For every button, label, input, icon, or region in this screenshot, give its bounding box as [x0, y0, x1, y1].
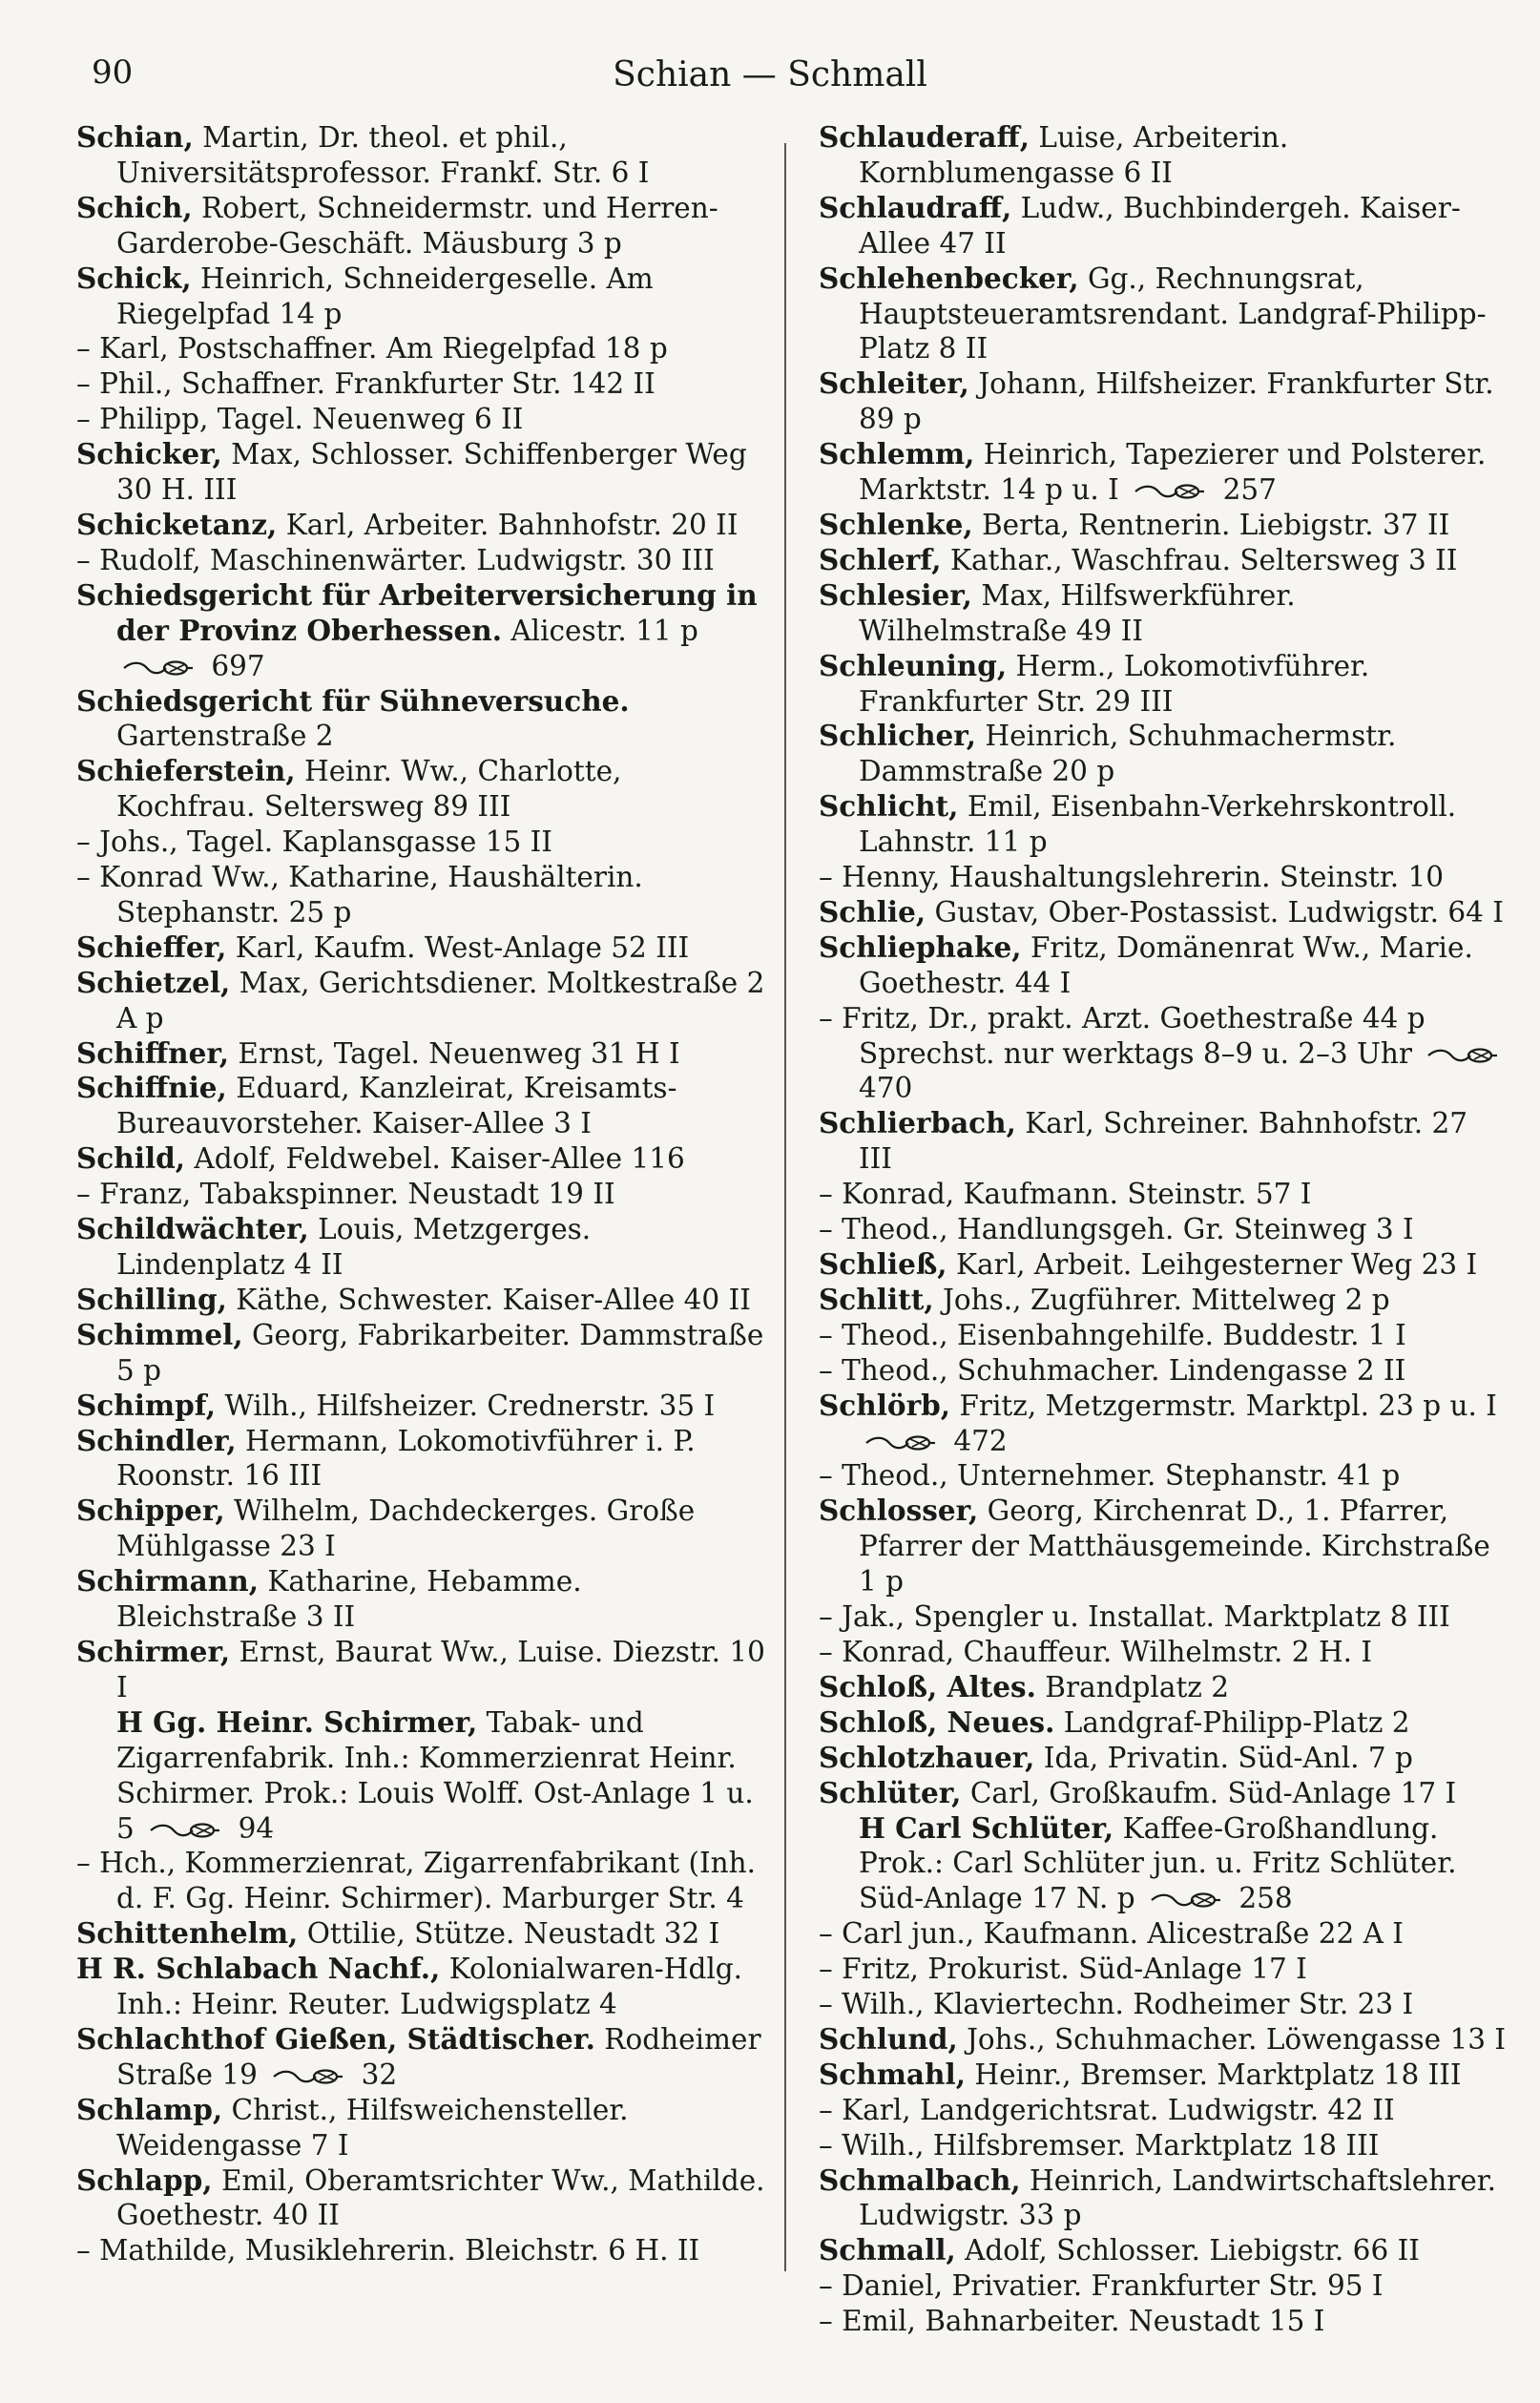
directory-entry: [819, 261, 1509, 367]
entry-name: Schlerf,: [819, 542, 942, 576]
directory-entry: [819, 719, 1509, 789]
entry-details: Kathar., Waschfrau. Seltersweg 3 II: [941, 543, 1458, 576]
entry-details: – Franz, Tabakspinner. Neustadt 19 II: [76, 1178, 615, 1211]
entry-details: Gg., Rechnungsrat, Hauptsteueramtsrendant. Landgraf-Philipp-Platz 8 II: [859, 261, 1487, 366]
entry-details: Heinrich, Schuhmachermstr. Dammstraße 20 p: [859, 720, 1397, 788]
entry-details: Karl, Arbeit. Leihgesterner Weg 23 I: [947, 1248, 1478, 1281]
directory-entry: [819, 366, 1509, 437]
entry-details: Karl, Arbeiter. Bahnhofstr. 20 II: [277, 508, 739, 541]
entry-details: Katharine, Hebamme. Bleichstraße 3 II: [116, 1565, 582, 1634]
entry-details: Adolf, Feldwebel. Kaiser-Allee 116: [185, 1142, 685, 1176]
entry-details: Johs., Zugführer. Mittelweg 2 p: [933, 1283, 1390, 1316]
entry-details: Max, Gerichtsdiener. Moltkestraße 2 A p: [116, 966, 765, 1034]
entry-name: H R. Schlabach Nachf.,: [76, 1952, 441, 1986]
entry-details: Karl, Kaufm. West-Anlage 52 III: [226, 930, 690, 964]
entry-name: Schilling,: [76, 1282, 227, 1316]
entry-details: – Henny, Haushaltungslehrerin. Steinstr. 10: [819, 861, 1445, 894]
entry-details: Tabak- und Zigarrenfabrik. Inh.: Kommerzienrat Heinr. Schirmer. Prok.: Louis Wolff. Ost-Anlage 1 u. 5: [116, 1705, 754, 1845]
entry-details: Ottilie, Stütze. Neustadt 32 I: [298, 1917, 720, 1951]
directory-entry: [76, 1494, 767, 1564]
entry-name: Schieferstein,: [76, 754, 296, 788]
phone-number: 697: [211, 649, 265, 682]
entry-name: Schlaudraff,: [819, 190, 1012, 224]
phone-number: 32: [361, 2058, 398, 2091]
entry-details: – Phil., Schaffner. Frankfurter Str. 142 II: [76, 367, 656, 401]
directory-entry: [819, 2163, 1509, 2234]
telephone-icon: [1426, 1048, 1499, 1063]
entry-details: – Rudolf, Maschinenwärter. Ludwigstr. 30 III: [76, 543, 715, 576]
entry-name: Schloß, Altes.: [819, 1669, 1036, 1703]
directory-entry: [76, 331, 767, 366]
entry-details: Heinrich, Schneidergeselle. Am Riegelpfad 14 p: [116, 261, 654, 330]
entry-details: Ida, Privatin. Süd-Anl. 7 p: [1034, 1741, 1413, 1774]
directory-entry: [819, 508, 1509, 543]
directory-entry: [819, 1494, 1509, 1599]
entry-details: Gustav, Ober-Postassist. Ludwigstr. 64 I: [926, 895, 1504, 929]
directory-entry: [76, 1424, 767, 1494]
entry-details: Johs., Schuhmacher. Löwengasse 13 I: [957, 2022, 1507, 2056]
entry-details: – Carl jun., Kaufmann. Alicestraße 22 A I: [819, 1917, 1404, 1951]
entry-details: – Konrad Ww., Katharine, Haushälterin. Stephanstr. 25 p: [76, 861, 643, 929]
directory-entry: [76, 120, 767, 191]
entry-name: Schlie,: [819, 894, 926, 929]
entry-name: Schlamp,: [76, 2092, 223, 2126]
directory-entry: [76, 1283, 767, 1318]
entry-name: Schlauderaff,: [819, 120, 1030, 154]
entry-name: Schiffner,: [76, 1035, 230, 1070]
entry-details: – Fritz, Prokurist. Süd-Anlage 17 I: [819, 1953, 1307, 1986]
directory-entry: [819, 1916, 1509, 1952]
directory-entry: [819, 2022, 1509, 2058]
entry-details: Luise, Arbeiterin. Kornblumengasse 6 II: [859, 121, 1289, 189]
entry-name: Schlund,: [819, 2021, 958, 2056]
directory-entry: [819, 1283, 1509, 1318]
directory-entry: [76, 1036, 767, 1072]
directory-entry: [819, 1705, 1509, 1741]
entry-name: Schirmann,: [76, 1564, 259, 1599]
directory-entry: [819, 2093, 1509, 2128]
left-column: [76, 120, 767, 2268]
phone-number: 94: [238, 1811, 275, 1845]
directory-entry: [76, 366, 767, 402]
telephone-icon: [272, 2069, 344, 2084]
directory-entry: [76, 543, 767, 578]
directory-entry: [819, 1389, 1509, 1459]
entry-details: Wilh., Hilfsheizer. Crednerstr. 35 I: [216, 1389, 716, 1422]
running-head: Schian — Schmall: [613, 55, 927, 94]
entry-details: – Emil, Bahnarbeiter. Neustadt 15 I: [819, 2305, 1325, 2338]
entry-details: Wilhelm, Dachdeckerges. Große Mühlgasse 23 I: [116, 1494, 696, 1563]
entry-details: Adolf, Schlosser. Liebigstr. 66 II: [955, 2234, 1420, 2267]
entry-name: Schildwächter,: [76, 1212, 309, 1246]
entry-details: Heinr., Bremser. Marktplatz 18 III: [965, 2058, 1462, 2091]
directory-entry: [76, 825, 767, 860]
directory-entry: [819, 1212, 1509, 1247]
directory-entry: [76, 1564, 767, 1635]
entry-name: Schittenhelm,: [76, 1916, 299, 1951]
entry-name: Schiedsgericht für Arbeiterversicherung in der Provinz Oberhessen.: [76, 577, 758, 647]
entry-name: Schmalbach,: [819, 2163, 1021, 2197]
directory-entry: [76, 2022, 767, 2093]
page-number: 90: [92, 53, 134, 92]
directory-entry: [76, 437, 767, 508]
directory-entry: [819, 789, 1509, 860]
entry-details: – Philipp, Tagel. Neuenweg 6 II: [76, 403, 524, 436]
phone-number: 472: [953, 1424, 1008, 1457]
right-column: [819, 120, 1509, 2339]
directory-entry: [819, 543, 1509, 578]
directory-entry: [76, 1389, 767, 1424]
entry-details: – Jak., Spengler u. Installat. Marktplatz 8 III: [819, 1600, 1450, 1634]
directory-entry: [76, 930, 767, 966]
entry-details: Max, Hilfswerkführer. Wilhelmstraße 49 II: [859, 578, 1296, 647]
directory-entry: [76, 191, 767, 261]
entry-name: Schirmer,: [76, 1634, 231, 1668]
directory-entry: [819, 2128, 1509, 2163]
entry-details: Heinrich, Landwirtschaftslehrer. Ludwigstr. 33 p: [859, 2163, 1497, 2232]
directory-entry: [819, 1776, 1509, 1811]
entry-details: Ernst, Baurat Ww., Luise. Diezstr. 10 I: [116, 1635, 765, 1703]
directory-entry: [76, 1141, 767, 1177]
directory-entry: [76, 578, 767, 684]
directory-entry: [819, 1952, 1509, 1987]
entry-name: Schlierbach,: [819, 1106, 1016, 1140]
directory-entry: [76, 754, 767, 825]
directory-entry: [76, 508, 767, 543]
entry-name: Schild,: [76, 1141, 186, 1176]
entry-details: Georg, Kirchenrat D., 1. Pfarrer, Pfarrer der Matthäusgemeinde. Kirchstraße 1 p: [859, 1494, 1490, 1599]
directory-entry: [819, 1635, 1509, 1670]
directory-entry: [819, 120, 1509, 191]
directory-entry: [819, 191, 1509, 261]
entry-details: Emil, Oberamtsrichter Ww., Mathilde. Goethestr. 40 II: [116, 2163, 765, 2232]
entry-name: Schietzel,: [76, 965, 231, 999]
entry-details: Christ., Hilfsweichensteller. Weidengasse 7 I: [116, 2093, 629, 2162]
telephone-icon: [122, 660, 195, 676]
directory-entry: [819, 860, 1509, 895]
directory-entry: [76, 684, 767, 755]
entry-name: Schleuning,: [819, 648, 1008, 682]
directory-entry: [819, 2058, 1509, 2093]
entry-details: Herm., Lokomotivführer. Frankfurter Str. 29 III: [859, 649, 1370, 718]
directory-entry: [76, 1952, 767, 2022]
entry-details: Alicestr. 11 p: [501, 614, 698, 647]
directory-entry: [819, 2268, 1509, 2304]
entry-details: Emil, Eisenbahn-Verkehrskontroll. Lahnstr. 11 p: [859, 790, 1457, 859]
entry-name: Schleiter,: [819, 366, 969, 401]
column-divider: [784, 143, 786, 2271]
entry-name: Schimmel,: [76, 1317, 243, 1351]
entry-details: Max, Schlosser. Schiffenberger Weg 30 H. III: [116, 438, 747, 507]
directory-entry: [819, 1353, 1509, 1389]
entry-name: Schlicher,: [819, 719, 976, 753]
directory-entry: [76, 1318, 767, 1389]
entry-details: Johann, Hilfsheizer. Frankfurter Str. 89 p: [859, 367, 1494, 436]
directory-entry: [819, 1106, 1509, 1177]
directory-entry: [819, 1599, 1509, 1635]
entry-details: – Daniel, Privatier. Frankfurter Str. 95 I: [819, 2269, 1384, 2303]
entry-name: Schieffer,: [76, 930, 227, 964]
entry-details: – Theod., Handlungsgeh. Gr. Steinweg 3 I: [819, 1213, 1414, 1246]
entry-name: Schicketanz,: [76, 507, 278, 541]
entry-name: Schick,: [76, 261, 192, 295]
entry-name: Schlemm,: [819, 437, 975, 471]
entry-details: Fritz, Domänenrat Ww., Marie. Goethestr. 44 I: [859, 930, 1473, 999]
entry-name: H Carl Schlüter,: [859, 1810, 1114, 1845]
telephone-icon: [149, 1823, 221, 1838]
entry-details: Landgraf-Philipp-Platz 2: [1054, 1705, 1410, 1739]
entry-name: Schlehenbecker,: [819, 261, 1079, 295]
directory-entry: [819, 1458, 1509, 1494]
directory-entry: [819, 1987, 1509, 2022]
directory-entry: [76, 860, 767, 930]
entry-details: Louis, Metzgerges. Lindenplatz 4 II: [116, 1213, 592, 1281]
entry-name: Schlosser,: [819, 1494, 979, 1528]
entry-details: Robert, Schneidermstr. und Herren-Garderobe-Geschäft. Mäusburg 3 p: [116, 191, 718, 260]
entry-name: Schmahl,: [819, 2057, 966, 2091]
directory-entry: [819, 895, 1509, 930]
directory-entry: [76, 1846, 767, 1916]
entry-details: Karl, Schreiner. Bahnhofstr. 27 III: [859, 1107, 1468, 1176]
entry-name: Schian,: [76, 120, 194, 154]
telephone-icon: [1134, 484, 1206, 499]
directory-entry: [76, 1705, 767, 1847]
entry-details: Ernst, Tagel. Neuenweg 31 H I: [229, 1036, 680, 1070]
entry-details: Carl, Großkaufm. Süd-Anlage 17 I: [961, 1776, 1457, 1809]
telephone-icon: [864, 1435, 937, 1451]
directory-entry: [76, 261, 767, 332]
phone-number: 258: [1238, 1882, 1293, 1915]
entry-details: – Konrad, Chauffeur. Wilhelmstr. 2 H. I: [819, 1635, 1373, 1668]
entry-name: Schicker,: [76, 437, 222, 471]
directory-entry: [819, 2233, 1509, 2268]
entry-details: Martin, Dr. theol. et phil., Universitätsprofessor. Frankf. Str. 6 I: [116, 121, 650, 189]
directory-entry: [819, 649, 1509, 720]
entry-name: Schlüter,: [819, 1775, 962, 1809]
directory-entry: [76, 402, 767, 437]
entry-details: Kolonialwaren-Hdlg. Inh.: Heinr. Reuter. Ludwigsplatz 4: [116, 1953, 743, 2021]
entry-name: Schimpf,: [76, 1388, 217, 1422]
entry-name: Schiedsgericht für Sühneversuche.: [76, 683, 630, 718]
entry-details: – Mathilde, Musiklehrerin. Bleichstr. 6 H. II: [76, 2234, 700, 2267]
entry-details: – Konrad, Kaufmann. Steinstr. 57 I: [819, 1178, 1312, 1211]
entry-details: Rodheimer Straße 19: [116, 2022, 761, 2091]
directory-entry: [819, 930, 1509, 1001]
entry-details: – Theod., Schuhmacher. Lindengasse 2 II: [819, 1353, 1406, 1387]
entry-details: Ludw., Buchbindergeh. Kaiser-Allee 47 II: [859, 191, 1461, 260]
directory-entry: [819, 578, 1509, 649]
directory-entry: [76, 1071, 767, 1141]
entry-name: Schindler,: [76, 1423, 237, 1457]
directory-entry: [76, 2093, 767, 2163]
entry-details: – Hch., Kommerzienrat, Zigarrenfabrikant (Inh. d. F. Gg. Heinr. Schirmer). Marburger Str. 4: [76, 1847, 756, 1915]
phone-number: 257: [1222, 473, 1277, 507]
entry-details: – Wilh., Klaviertechn. Rodheimer Str. 23 I: [819, 1988, 1414, 2021]
entry-name: Schlenke,: [819, 507, 973, 541]
entry-details: – Fritz, Dr., prakt. Arzt. Goethestraße 44 p Sprechst. nur werktags 8–9 u. 2–3 Uhr: [819, 1001, 1426, 1070]
entry-name: Schlesier,: [819, 577, 972, 612]
entry-details: Gartenstraße 2: [116, 720, 334, 753]
entry-name: H Gg. Heinr. Schirmer,: [116, 1704, 478, 1739]
directory-entry: [819, 1670, 1509, 1705]
entry-details: Käthe, Schwester. Kaiser-Allee 40 II: [226, 1283, 751, 1316]
entry-name: Schlotzhauer,: [819, 1740, 1035, 1774]
entry-name: Schipper,: [76, 1494, 225, 1528]
directory-entry: [76, 2233, 767, 2268]
entry-name: Schiffnie,: [76, 1071, 227, 1105]
directory-entry: [819, 1811, 1509, 1917]
entry-details: Berta, Rentnerin. Liebigstr. 37 II: [972, 508, 1450, 541]
directory-entry: [76, 966, 767, 1036]
entry-details: Heinr. Ww., Charlotte, Kochfrau. Seltersweg 89 III: [116, 755, 622, 824]
entry-name: Schlitt,: [819, 1282, 934, 1316]
entry-name: Schlörb,: [819, 1388, 951, 1422]
entry-name: Schliephake,: [819, 930, 1022, 964]
entry-details: Heinrich, Tapezierer und Polsterer. Marktstr. 14 p u. I: [859, 438, 1487, 507]
entry-details: – Karl, Landgerichtsrat. Ludwigstr. 42 II: [819, 2093, 1395, 2126]
entry-details: – Theod., Eisenbahngehilfe. Buddestr. 1 I: [819, 1318, 1406, 1351]
directory-entry: [819, 1177, 1509, 1212]
directory-entry: [76, 2163, 767, 2234]
entry-details: – Johs., Tagel. Kaplansgasse 15 II: [76, 825, 552, 859]
entry-name: Schmall,: [819, 2233, 956, 2267]
directory-entry: [76, 1635, 767, 1705]
directory-entry: [819, 1318, 1509, 1353]
entry-name: Schlapp,: [76, 2163, 213, 2197]
entry-name: Schloß, Neues.: [819, 1704, 1055, 1739]
entry-details: Georg, Fabrikarbeiter. Dammstraße 5 p: [116, 1318, 764, 1387]
phone-number: 470: [859, 1072, 913, 1105]
entry-details: Eduard, Kanzleirat, Kreisamts-Bureauvorsteher. Kaiser-Allee 3 I: [116, 1072, 677, 1140]
entry-details: – Karl, Postschaffner. Am Riegelpfad 18 p: [76, 332, 668, 366]
entry-details: – Wilh., Hilfsbremser. Marktplatz 18 III: [819, 2128, 1380, 2162]
directory-entry: [819, 1741, 1509, 1776]
entry-name: Schlachthof Gießen, Städtischer.: [76, 2021, 595, 2056]
directory-entry: [819, 1247, 1509, 1283]
directory-entry: [819, 437, 1509, 508]
entry-name: Schlicht,: [819, 789, 959, 824]
entry-name: Schließ,: [819, 1247, 947, 1281]
directory-entry: [819, 2304, 1509, 2339]
entry-name: Schich,: [76, 190, 193, 224]
directory-entry: [76, 1916, 767, 1952]
entry-details: Brandplatz 2: [1035, 1670, 1229, 1703]
entry-details: Kaffee-Großhandlung. Prok.: Carl Schlüter jun. u. Fritz Schlüter. Süd-Anlage 17 N. p: [859, 1811, 1457, 1915]
entry-details: Fritz, Metzgermstr. Marktpl. 23 p u. I: [950, 1389, 1497, 1422]
directory-entry: [76, 1212, 767, 1283]
entry-details: Hermann, Lokomotivführer i. P. Roonstr. 16 III: [116, 1424, 696, 1493]
directory-entry: [76, 1177, 767, 1212]
directory-entry: [819, 1001, 1509, 1107]
telephone-icon: [1150, 1892, 1222, 1908]
entry-details: – Theod., Unternehmer. Stephanstr. 41 p: [819, 1459, 1401, 1493]
